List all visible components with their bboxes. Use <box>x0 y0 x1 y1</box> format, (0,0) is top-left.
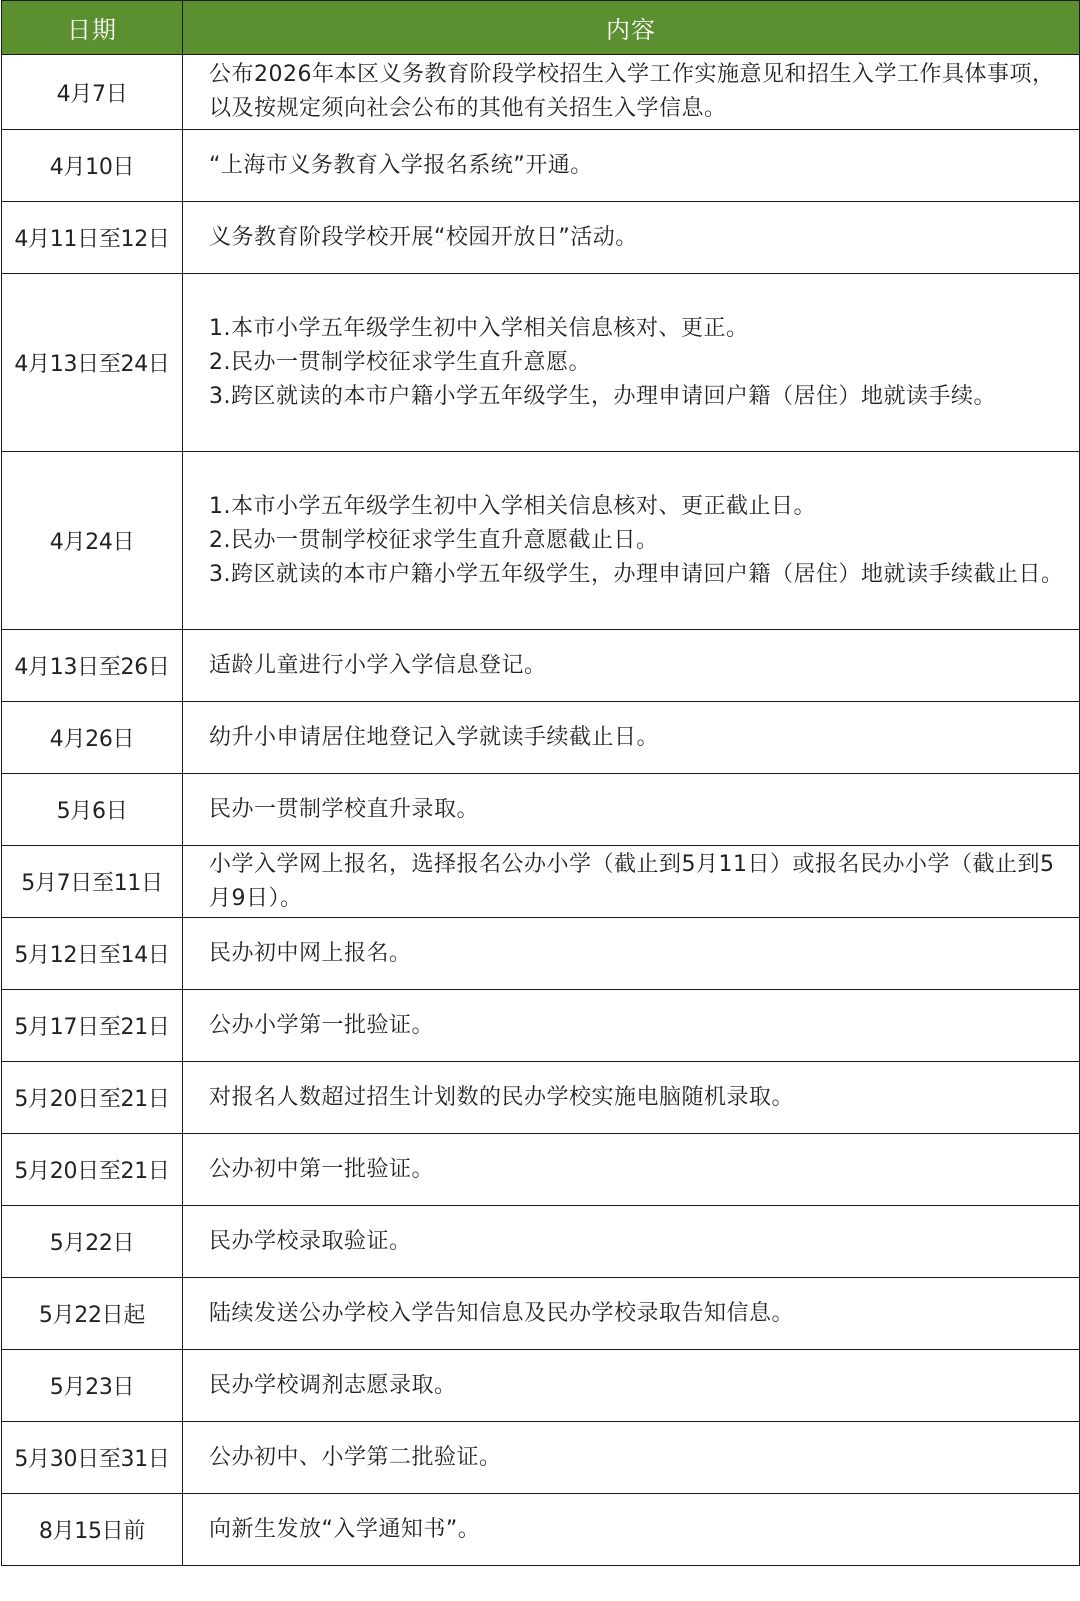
row-date: 5月17日至21日 <box>2 990 183 1062</box>
table-row <box>2 1134 1080 1206</box>
row-date: 4月13日至24日 <box>2 274 183 452</box>
content-line: 适龄儿童进行小学入学信息登记。 <box>209 652 547 678</box>
row-content <box>183 990 1080 1062</box>
table-row <box>2 918 1080 990</box>
header-row <box>2 1 1080 55</box>
row-content <box>183 1278 1080 1350</box>
row-content <box>183 1206 1080 1278</box>
row-date: 5月30日至31日 <box>2 1422 183 1494</box>
table-row <box>2 1062 1080 1134</box>
content-line: “上海市义务教育入学报名系统”开通。 <box>209 152 593 178</box>
row-content <box>183 1134 1080 1206</box>
content-line: 民办学校录取验证。 <box>209 1228 412 1254</box>
content-line: 1.本市小学五年级学生初中入学相关信息核对、更正截止日。 <box>209 493 816 519</box>
table-row <box>2 630 1080 702</box>
content-line: 3.跨区就读的本市户籍小学五年级学生，办理申请回户籍（居住）地就读手续截止日。 <box>209 561 1064 587</box>
row-content <box>183 1350 1080 1422</box>
content-line: 2.民办一贯制学校征求学生直升意愿。 <box>209 349 591 375</box>
table-row <box>2 702 1080 774</box>
row-date: 8月15日前 <box>2 1494 183 1566</box>
table-body <box>2 55 1080 1566</box>
row-date: 5月23日 <box>2 1350 183 1422</box>
content-line: 义务教育阶段学校开展“校园开放日”活动。 <box>209 224 638 250</box>
row-content <box>183 918 1080 990</box>
content-line: 公办初中第一批验证。 <box>209 1156 435 1182</box>
row-content <box>183 774 1080 846</box>
table-row <box>2 55 1080 130</box>
table-row <box>2 846 1080 918</box>
row-content <box>183 452 1080 630</box>
row-date: 4月11日至12日 <box>2 202 183 274</box>
table-row <box>2 1206 1080 1278</box>
row-date: 5月7日至11日 <box>2 846 183 918</box>
row-date: 4月10日 <box>2 130 183 202</box>
row-content <box>183 702 1080 774</box>
header-date: 日期 <box>2 1 183 55</box>
row-date: 5月12日至14日 <box>2 918 183 990</box>
content-line: 民办初中网上报名。 <box>209 940 412 966</box>
row-content <box>183 1494 1080 1566</box>
table-row <box>2 1350 1080 1422</box>
table-row <box>2 1422 1080 1494</box>
row-content <box>183 1062 1080 1134</box>
content-line: 公布2026年本区义务教育阶段学校招生入学工作实施意见和招生入学工作具体事项，以及按规定须向社会公布的其他有关招生入学信息。 <box>209 62 1055 121</box>
table-row <box>2 990 1080 1062</box>
content-line: 民办一贯制学校直升录取。 <box>209 796 480 822</box>
row-content <box>183 130 1080 202</box>
content-line: 公办初中、小学第二批验证。 <box>209 1444 502 1470</box>
row-date: 4月7日 <box>2 55 183 130</box>
content-line: 2.民办一贯制学校征求学生直升意愿截止日。 <box>209 527 659 553</box>
content-line: 向新生发放“入学通知书”。 <box>209 1516 481 1542</box>
row-content <box>183 274 1080 452</box>
row-content <box>183 846 1080 918</box>
table-row <box>2 1278 1080 1350</box>
table-row <box>2 202 1080 274</box>
content-line: 幼升小申请居住地登记入学就读手续截止日。 <box>209 724 660 750</box>
table-row <box>2 274 1080 452</box>
content-line: 民办学校调剂志愿录取。 <box>209 1372 457 1398</box>
header-content: 内容 <box>183 1 1080 55</box>
row-content <box>183 630 1080 702</box>
row-date: 4月26日 <box>2 702 183 774</box>
row-content <box>183 55 1080 130</box>
content-line: 1.本市小学五年级学生初中入学相关信息核对、更正。 <box>209 315 749 341</box>
row-date: 5月22日起 <box>2 1278 183 1350</box>
content-line: 对报名人数超过招生计划数的民办学校实施电脑随机录取。 <box>209 1084 795 1110</box>
row-content <box>183 1422 1080 1494</box>
row-date: 5月20日至21日 <box>2 1062 183 1134</box>
content-line: 3.跨区就读的本市户籍小学五年级学生，办理申请回户籍（居住）地就读手续。 <box>209 383 996 409</box>
table-row <box>2 1494 1080 1566</box>
row-date: 5月6日 <box>2 774 183 846</box>
table-header <box>2 1 1080 55</box>
enrollment-schedule-table <box>1 0 1080 1566</box>
row-date: 5月22日 <box>2 1206 183 1278</box>
row-date: 4月24日 <box>2 452 183 630</box>
row-date: 4月13日至26日 <box>2 630 183 702</box>
row-date: 5月20日至21日 <box>2 1134 183 1206</box>
table-row <box>2 130 1080 202</box>
table-row <box>2 452 1080 630</box>
table-row <box>2 774 1080 846</box>
content-line: 陆续发送公办学校入学告知信息及民办学校录取告知信息。 <box>209 1300 795 1326</box>
row-content <box>183 202 1080 274</box>
content-line: 公办小学第一批验证。 <box>209 1012 435 1038</box>
content-line: 小学入学网上报名，选择报名公办小学（截止到5月11日）或报名民办小学（截止到5月9日）。 <box>209 851 1055 911</box>
